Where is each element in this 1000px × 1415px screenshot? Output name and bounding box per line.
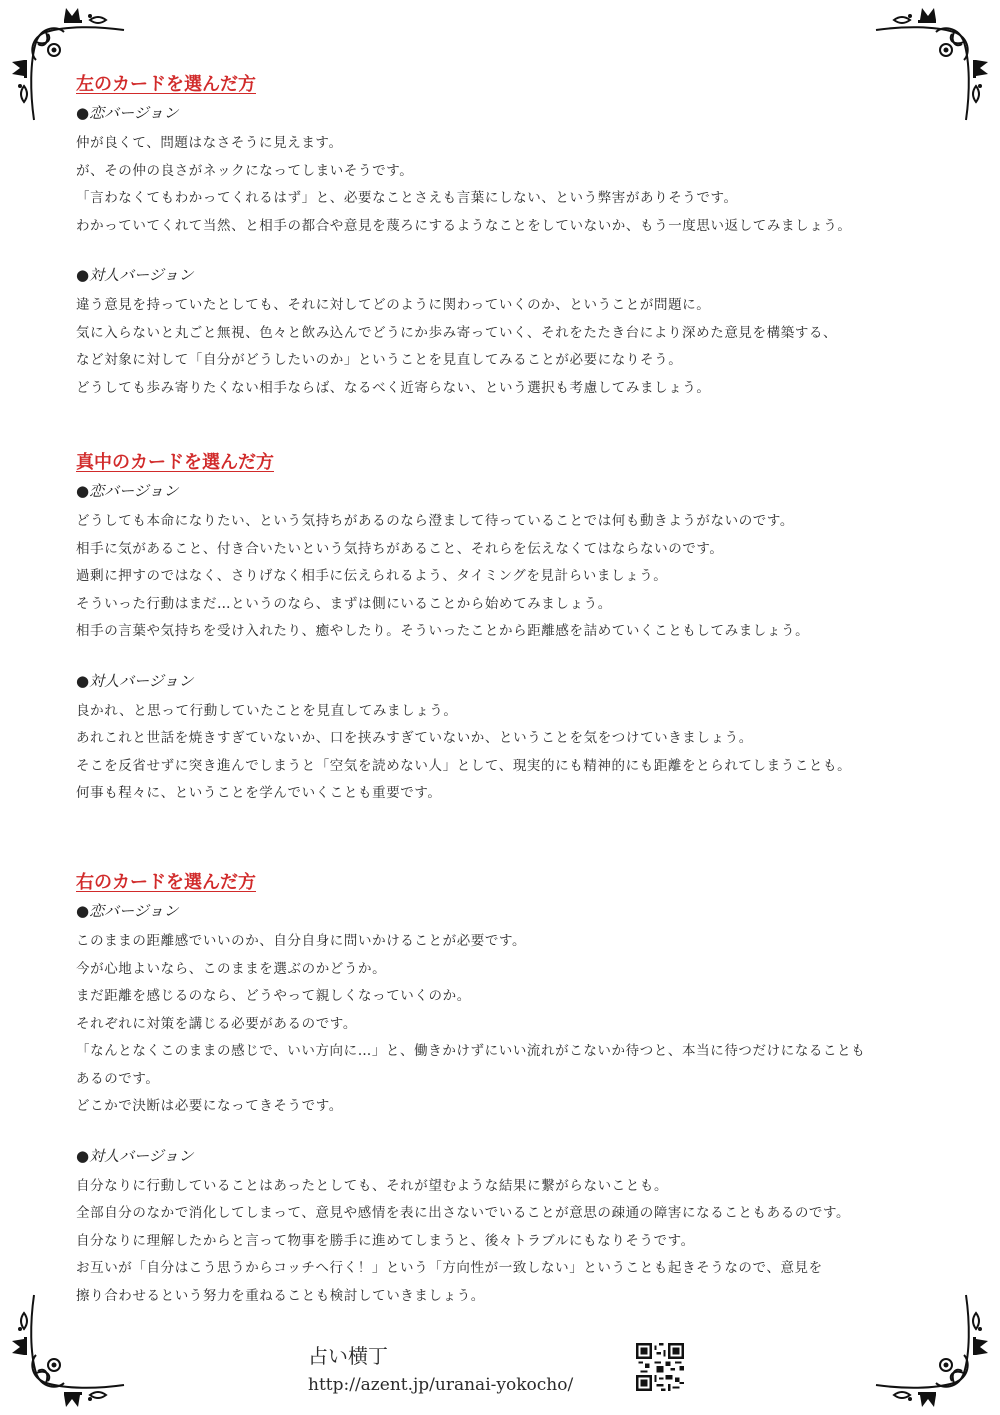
text-line: 「言わなくてもわかってくれるはず」と、必要なことさえも言葉にしない、という弊害がありそうです。 [76,190,738,206]
text-line: 相手に気があること、付き合いたいという気持ちがあること、それらを伝えなくてはならないのです。 [76,540,724,557]
love-text [76,130,956,240]
text-line: が、その仲の良さがネックになってしまいそうです。 [76,162,414,179]
love-version-heading: ●恋バージョン [76,104,179,122]
text-line: どうしても本命になりたい、という気持ちがあるのなら澄まして待っていることでは何も動きようがないのです。 [76,513,795,529]
text-line: そこを反省せずに突き進んでしまうと「空気を読めない人」として、現実的にも精神的にも距離をとられてしまうことも。 [76,757,852,774]
text-line: まだ距離を感じるのなら、どうやって親しくなっていくのか。 [76,988,471,1004]
brand-name: 占い横丁 [308,1344,388,1368]
social-text [76,292,956,402]
text-line: 擦り合わせるという努力を重ねることも検討していきましょう。 [76,1287,485,1304]
text-line: 自分なりに行動していることはあったとしても、それが望むような結果に繋がらないことも。 [76,1177,669,1194]
social-version-heading: ●対人バージョン [76,671,194,690]
text-line: 今が心地よいなら、このままを選ぶのかどうか。 [76,960,387,977]
text-line: 自分なりに理解したからと言って物事を勝手に進めてしまうと、後々トラブルにもなりそうです。 [76,1232,695,1249]
text-line: 仲が良くて、問題はなさそうに見えます。 [76,135,343,151]
section-title: 右のカードを選んだ方 [76,872,256,893]
footer [308,1343,708,1403]
love-version-heading: ●恋バージョン [76,482,179,500]
qr-code-icon[interactable] [636,1343,684,1391]
corner-ornament-icon [6,1293,126,1413]
text-line: どこかで決断は必要になってきそうです。 [76,1098,343,1114]
text-line: 過剰に押すのではなく、さりげなく相手に伝えられるよう、タイミングを見計らいましょう。 [76,568,668,584]
text-line: わかっていてくれて当然、と相手の都合や意見を蔑ろにするようなことをしていないか、もう一度思い返してみましょう。 [76,217,852,234]
section-middle-card [76,450,956,808]
text-line: 相手の言葉や気持ちを受け入れたり、癒やしたり。そういったことから距離感を詰めていくこともしてみましょう。 [76,623,810,639]
site-url-link[interactable]: http://azent.jp/uranai-yokocho/ [308,1375,574,1395]
love-text [76,928,956,1121]
corner-ornament-icon [874,1293,994,1413]
social-version-heading: ●対人バージョン [76,266,194,284]
section-title: 真中のカードを選んだ方 [76,452,274,473]
love-version-heading: ●恋バージョン [76,902,179,920]
section-right-card [76,870,956,1310]
text-line: あるのです。 [76,1070,160,1087]
text-line: 「なんとなくこのままの感じで、いい方向に…」と、働きかけずにいい流れがこないか待つと、本当に待つだけになることも [76,1043,866,1059]
love-text [76,508,956,646]
text-line: あれこれと世話を焼きすぎていないか、口を挟みすぎていないか、ということを気をつけていきましょう。 [76,730,753,746]
text-line: 気に入らないと丸ごと無視、色々と飲み込んでどうにか歩み寄っていく、それをたたき台により深めた意見を構築する、 [76,324,838,341]
text-line: など対象に対して「自分がどうしたいのか」ということを見直してみることが必要になりそう。 [76,352,683,368]
text-line: どうしても歩み寄りたくない相手ならば、なるべく近寄らない、という選択も考慮してみましょう。 [76,379,711,396]
social-version-heading: ●対人バージョン [76,1146,194,1165]
text-line: それぞれに対策を講じる必要があるのです。 [76,1015,357,1032]
text-line: そういった行動はまだ…というのなら、まずは側にいることから始めてみましょう。 [76,595,612,612]
text-line: お互いが「自分はこう思うからコッチへ行く！」という「方向性が一致しない」ということも起きそうなので、意見を [76,1260,823,1276]
text-line: 違う意見を持っていたとしても、それに対してどのように関わっていくのか、ということが問題に。 [76,297,711,313]
text-line: 何事も程々に、ということを学んでいくことも重要です。 [76,785,442,801]
text-line: 良かれ、と思って行動していたことを見直してみましょう。 [76,702,458,719]
text-line: 全部自分のなかで消化してしまって、意見や感情を表に出さないでいることが意思の疎通の障害になることもあるのです。 [76,1205,851,1221]
social-text [76,698,956,808]
section-title: 左のカードを選んだ方 [76,74,256,95]
section-left-card [76,72,956,402]
social-text [76,1173,956,1311]
text-line: このままの距離感でいいのか、自分自身に問いかけることが必要です。 [76,933,527,949]
